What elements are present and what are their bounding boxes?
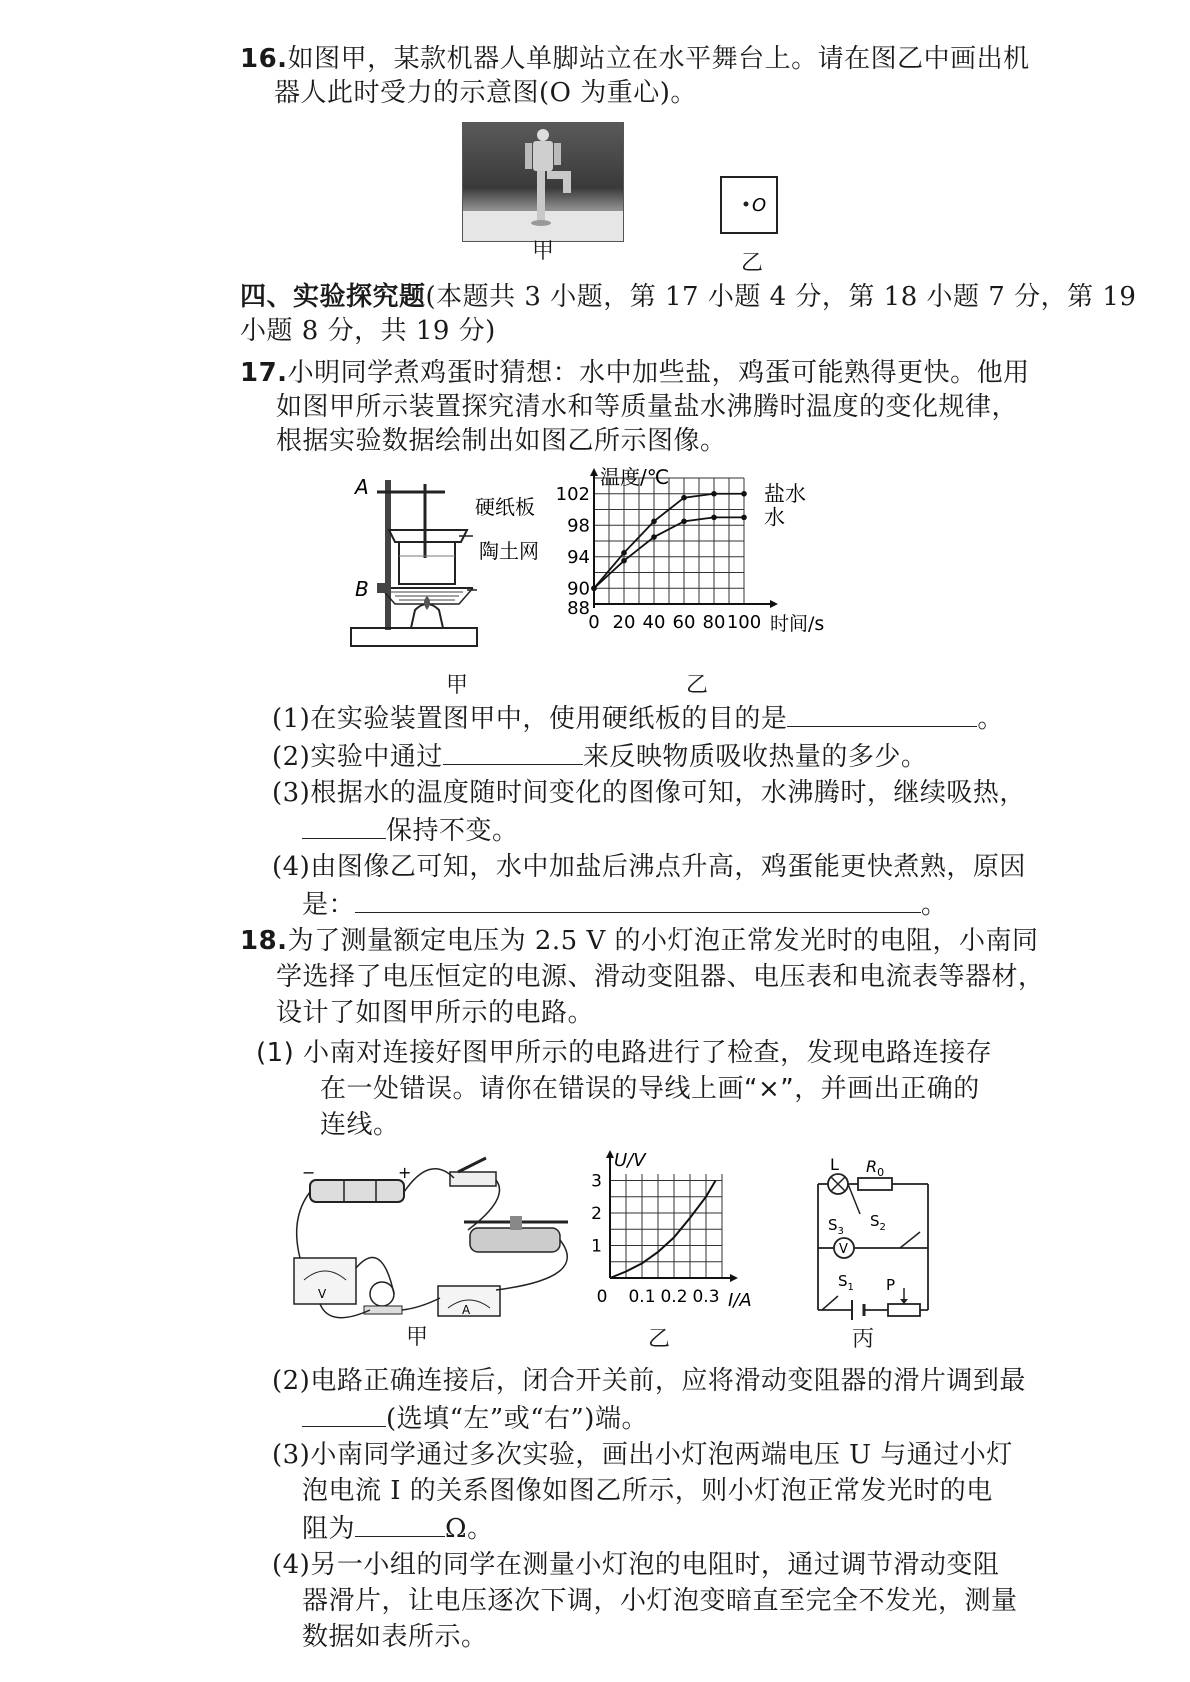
rheostat-symbol (886, 1276, 920, 1316)
q18-caption-a: 甲 (406, 1325, 429, 1350)
slider-label: P (886, 1276, 896, 1294)
q16-caption-b: 乙 (741, 251, 764, 276)
q17-number: 17. (240, 358, 288, 388)
lamp-label: L (830, 1155, 839, 1174)
q16-line-2: 器人此时受力的示意图(O 为重心)。 (274, 78, 697, 108)
bulb (364, 1282, 402, 1314)
x-tick-label: 0.3 (692, 1287, 720, 1307)
q17-sub4-text-b: 是： (302, 890, 356, 920)
clamp-b (377, 583, 391, 593)
q17-line-2: 如图甲所示装置探究清水和等质量盐水沸腾时温度的变化规律， (276, 392, 1019, 422)
y-tick-label: 88 (567, 598, 590, 619)
q17-sub3-answer-blank[interactable] (302, 812, 386, 839)
s1-subscript: 1 (847, 1282, 854, 1293)
q18-sub2-line-2 (302, 1400, 648, 1436)
svg-text:R0 (866, 1157, 884, 1179)
y-axis-label: 温度/℃ (600, 465, 670, 489)
section4-title: 四、实验探究题 (240, 282, 426, 312)
q16-figure-b (720, 176, 780, 238)
x-axis-arrow (730, 1274, 738, 1282)
svg-text:S2 (870, 1212, 886, 1233)
q17-sub4-line-2 (302, 886, 948, 922)
q18-number: 18. (240, 926, 288, 956)
x-tick-label: 60 (672, 612, 696, 633)
y-tick-label: 98 (567, 515, 590, 537)
q17-sub4-line-1: (4)由图像乙可知，水中加盐后沸点升高，鸡蛋能更快煮熟，原因 (272, 852, 1026, 882)
x-tick-label: 80 (702, 612, 726, 633)
q18-sub1-line-2: 在一处错误。请你在错误的导线上画“×”，并画出正确的 (320, 1074, 980, 1104)
data-point (711, 491, 717, 497)
data-point (651, 519, 657, 525)
q17-caption-a: 甲 (446, 673, 469, 698)
svg-text:−: − (302, 1163, 316, 1182)
voltmeter-symbol-label: V (839, 1242, 848, 1257)
y-tick-label: 94 (567, 546, 590, 568)
x-tick-label: 0.2 (660, 1287, 688, 1307)
data-point (741, 515, 747, 521)
circuit-schematic (808, 1155, 958, 1320)
q18-sub1-line-3: 连线。 (320, 1110, 400, 1140)
gauze-label: 陶土网 (479, 539, 539, 563)
temperature-chart (555, 464, 860, 654)
q18-line-1 (240, 924, 1038, 958)
r0-label: R (866, 1157, 878, 1176)
r0-symbol (858, 1157, 892, 1190)
y-tick-label: 3 (591, 1171, 602, 1192)
x-axis-label: 时间/s (770, 613, 825, 635)
q18-line-2: 学选择了电压恒定的电源、滑动变阻器、电压表和电流表等器材， (276, 962, 1045, 992)
y-tick-label: 2 (591, 1204, 602, 1224)
voltmeter-label: V (318, 1287, 327, 1301)
q16-box (721, 177, 777, 233)
q18-text-1: 为了测量额定电压为 2.5 V 的小灯泡正常发光时的电阻，小南同 (287, 926, 1039, 956)
q18-sub3-line-3 (302, 1510, 494, 1546)
q18-sub3-end: Ω。 (445, 1514, 494, 1544)
data-point (711, 515, 717, 521)
q18-sub2-answer-blank[interactable] (302, 1400, 386, 1427)
section4-line-1 (240, 280, 1136, 314)
svg-text:S3 (828, 1216, 844, 1237)
ammeter (438, 1286, 500, 1317)
q17-sub2-text-a: (2)实验中通过 (272, 742, 443, 772)
battery-pack (302, 1163, 411, 1202)
cardboard (389, 530, 467, 542)
beaker (399, 542, 455, 584)
s3-label: S (828, 1216, 838, 1234)
data-point (741, 491, 747, 497)
q16-number: 16. (240, 44, 288, 74)
x-tick-label: 0.1 (628, 1287, 656, 1307)
alcohol-lamp (411, 596, 443, 628)
q18-caption-c: 丙 (852, 1327, 875, 1352)
s2-label: S (870, 1212, 880, 1230)
voltmeter (294, 1258, 356, 1304)
s1-label: S (838, 1272, 848, 1290)
data-point (651, 534, 657, 540)
q18-sub2-line-1: (2)电路正确连接后，闭合开关前，应将滑动变阻器的滑片调到最 (272, 1366, 1026, 1396)
x-tick-label: 40 (642, 612, 666, 633)
q17-sub1-answer-blank[interactable] (787, 700, 977, 727)
y-axis-arrow (606, 1150, 614, 1158)
x-tick-label: 20 (612, 612, 636, 633)
y-axis-label: U/V (614, 1150, 646, 1171)
s2-subscript: 2 (879, 1222, 886, 1233)
q18-sub1-line-1: (1) 小南对连接好图甲所示的电路进行了检查，发现电路连接存 (256, 1038, 993, 1068)
q18-sub4-line-3: 数据如表所示。 (302, 1622, 488, 1652)
apparatus-label-a: A (355, 475, 369, 499)
center-of-gravity-label: O (752, 195, 767, 216)
stand-base (351, 628, 477, 646)
y-tick-label: 1 (591, 1236, 602, 1257)
r0-subscript: 0 (877, 1166, 885, 1179)
q18-sub3-line-1: (3)小南同学通过多次实验，画出小灯泡两端电压 U 与通过小灯 (272, 1440, 1013, 1470)
q18-sub3-answer-blank[interactable] (355, 1510, 445, 1537)
y-tick-label: 102 (555, 483, 590, 505)
q17-sub2-answer-blank[interactable] (443, 738, 583, 765)
q17-sub3-line-1: (3)根据水的温度随时间变化的图像可知，水沸腾时，继续吸热， (272, 778, 1026, 808)
data-point (681, 519, 687, 525)
q17-sub3-line-2 (302, 812, 519, 848)
voltmeter-symbol (834, 1238, 854, 1258)
q18-sub4-line-1: (4)另一小组的同学在测量小灯泡的电阻时，通过调节滑动变阻 (272, 1550, 1000, 1580)
q17-sub4-answer-blank[interactable] (355, 886, 921, 913)
data-point (681, 495, 687, 501)
x-tick-label: 100 (726, 612, 762, 633)
q17-sub4-end: 。 (921, 890, 948, 920)
y-tick-label: 90 (567, 578, 590, 600)
q17-line-3: 根据实验数据绘制出如图乙所示图像。 (276, 426, 727, 456)
section4-line-2: 小题 8 分，共 19 分) (240, 316, 496, 346)
battery-symbol (852, 1300, 864, 1320)
center-of-gravity-dot (744, 202, 749, 207)
switch (450, 1158, 496, 1186)
x-axis-arrow (770, 600, 778, 608)
robot-photo (462, 122, 624, 242)
x-tick-label: 0 (588, 612, 600, 633)
robot-silhouette (463, 123, 623, 241)
q17-sub3-text-b: 保持不变。 (386, 816, 519, 846)
q17-text-1: 小明同学煮鸡蛋时猜想：水中加些盐，鸡蛋可能熟得更快。他用 (287, 358, 1030, 388)
data-point (591, 585, 597, 591)
q16-text-1: 如图甲，某款机器人单脚站立在水平舞台上。请在图乙中画出机 (287, 44, 1030, 74)
q18-sub4-line-2: 器滑片，让电压逐次下调，小灯泡变暗直至完全不发光，测量 (302, 1586, 1018, 1616)
cardboard-label: 硬纸板 (475, 495, 535, 519)
svg-text:+: + (398, 1163, 412, 1182)
q17-sub1 (272, 700, 1004, 736)
data-point (621, 550, 627, 556)
y-axis-arrow (590, 468, 598, 476)
circuit-wiring-picture (290, 1158, 590, 1318)
q17-sub1-text: (1)在实验装置图甲中，使用硬纸板的目的是 (272, 704, 788, 734)
x-tick-label: 0 (596, 1287, 608, 1307)
apparatus-label-b: B (355, 577, 369, 601)
svg-text:S1 (838, 1272, 854, 1293)
q18-sub2-text-b: (选填“左”或“右”)端。 (386, 1404, 648, 1434)
section4-points: (本题共 3 小题，第 17 小题 4 分，第 18 小题 7 分，第 19 (425, 282, 1137, 312)
switch-s1 (822, 1272, 854, 1310)
lamp-symbol (828, 1155, 848, 1194)
series-label: 水 (764, 505, 785, 530)
q16-caption-a: 甲 (532, 239, 555, 264)
q16-line-1 (240, 42, 1030, 76)
q17-sub2-text-b: 来反映物质吸收热量的多少。 (582, 742, 928, 772)
x-axis-label: I/A (728, 1290, 752, 1311)
stand-rod (385, 480, 391, 630)
voltage-current-chart (591, 1150, 800, 1320)
switch-s2 (870, 1212, 920, 1248)
q17-sub1-end: 。 (977, 704, 1004, 734)
boiling-apparatus (355, 475, 585, 668)
q17-caption-b: 乙 (686, 673, 709, 698)
q18-sub3-line-2: 泡电流 I 的关系图像如图乙所示，则小灯泡正常发光时的电 (302, 1476, 993, 1506)
data-point (621, 558, 627, 564)
series-label: 盐水 (764, 481, 806, 506)
q18-caption-b: 乙 (648, 1327, 671, 1352)
s3-subscript: 3 (837, 1226, 844, 1237)
q17-sub2 (272, 738, 927, 774)
q17-line-1 (240, 356, 1030, 390)
q18-line-3: 设计了如图甲所示的电路。 (276, 998, 595, 1028)
q18-sub3-text-c: 阻为 (302, 1514, 356, 1544)
ammeter-label: A (462, 1303, 471, 1317)
